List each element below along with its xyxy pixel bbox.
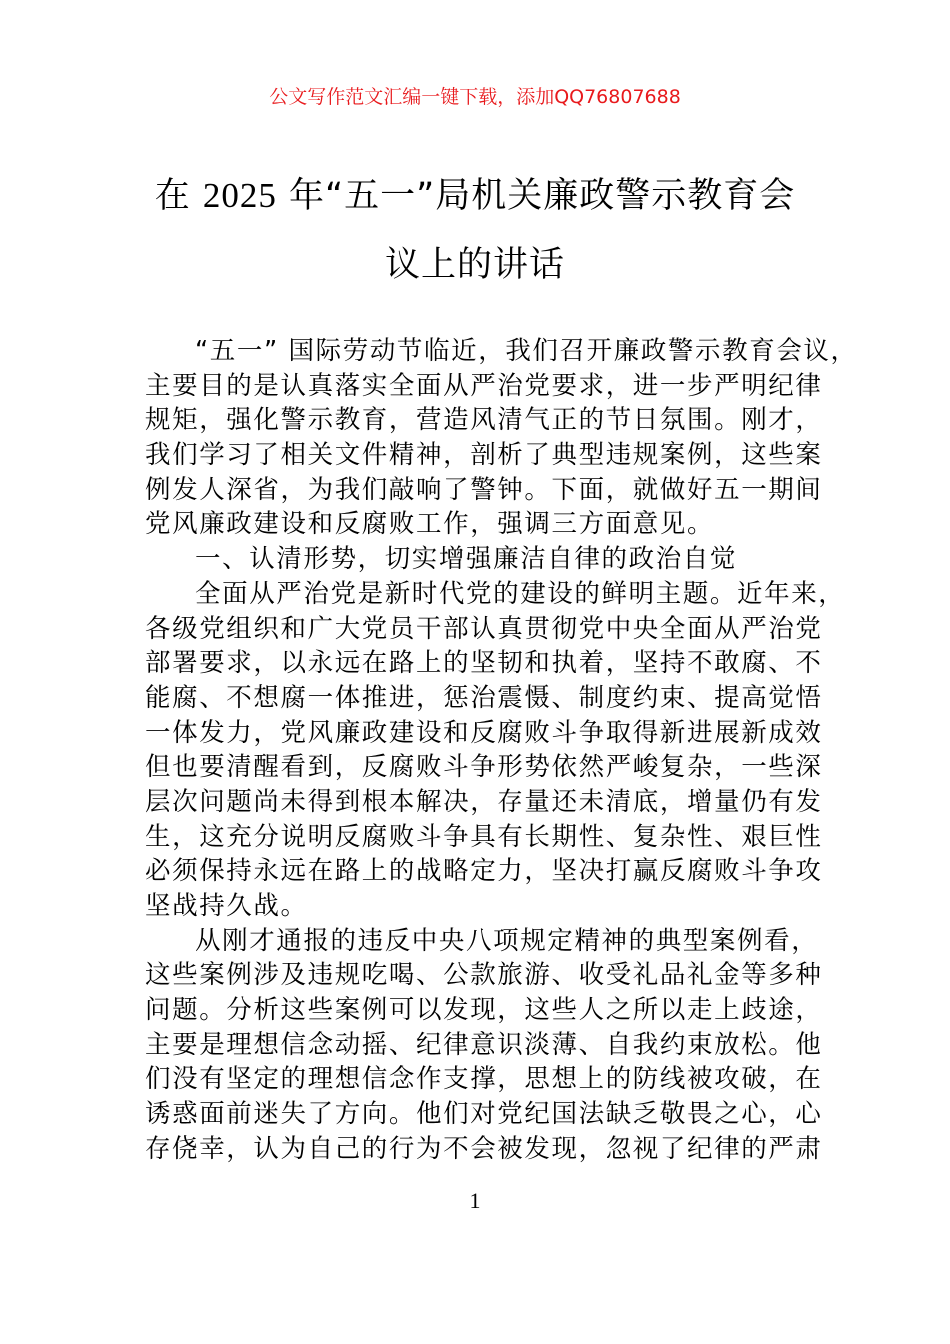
text-line: 诱惑面前迷失了方向。他们对党纪国法缺乏敬畏之心，心 (145, 1099, 823, 1130)
text-line: 部署要求，以永远在路上的坚韧和执着，坚持不敢腐、不 (145, 648, 823, 679)
text-line: 从刚才通报的违反中央八项规定精神的典型案例看， (195, 925, 819, 956)
section-heading (145, 542, 845, 577)
text-line: 们没有坚定的理想信念作支撑，思想上的防线被攻破，在 (145, 1064, 823, 1095)
title-prefix: 在 (154, 176, 191, 216)
text-line: 我们学习了相关文件精神，剖析了典型违规案例，这些案 (145, 440, 823, 471)
text-line: 例发人深省，为我们敲响了警钟。下面，就做好五一期间 (145, 474, 823, 505)
title-suffix: 年“五一”局机关廉政警示教育会 (289, 176, 796, 216)
text-line: 一、认清形势，切实增强廉洁自律的政治自觉 (195, 544, 738, 575)
document-title-line-1 (0, 174, 950, 218)
text-line: 层次问题尚未得到根本解决，存量还未清底，增量仍有发 (145, 786, 823, 817)
document-body (145, 334, 858, 1167)
title-year: 2025 (202, 176, 277, 215)
text-line: 全面从严治党是新时代党的建设的鲜明主题。近年来， (195, 578, 846, 609)
paragraph (145, 334, 858, 542)
text-line: “五一” 国际劳动节临近，我们召开廉政警示教育会议， (195, 336, 858, 366)
text-line: 问题。分析这些案例可以发现，这些人之所以走上歧途， (145, 995, 823, 1026)
text-line: 党风廉政建设和反腐败工作，强调三方面意见。 (145, 509, 715, 540)
document-title-line-2: 议上的讲话 (384, 245, 565, 285)
text-line: 一体发力，党风廉政建设和反腐败斗争取得新进展新成效 (145, 717, 823, 748)
text-line: 存侥幸，认为自己的行为不会被发现，忽视了纪律的严肃 (145, 1133, 823, 1164)
text-line: 必须保持永远在路上的战略定力，坚决打赢反腐败斗争攻 (145, 856, 823, 887)
text-line: 主要是理想信念动摇、纪律意识淡薄、自我约束放松。他 (145, 1029, 823, 1060)
paragraph (145, 924, 845, 1167)
text-line: 坚战持久战。 (145, 891, 308, 921)
text-line: 但也要清醒看到，反腐败斗争形势依然严峻复杂，一些深 (145, 752, 823, 783)
page-number: 1 (469, 1188, 481, 1213)
text-line: 各级党组织和广大党员干部认真贯彻党中央全面从严治党 (145, 613, 823, 644)
paragraph (145, 577, 845, 924)
download-banner: 公文写作范文汇编一键下载，添加QQ76807688 (269, 86, 681, 108)
text-line: 能腐、不想腐一体推进，惩治震慑、制度约束、提高觉悟 (145, 682, 823, 713)
text-line: 规矩，强化警示教育，营造风清气正的节日氛围。刚才， (145, 405, 823, 436)
text-line: 生，这充分说明反腐败斗争具有长期性、复杂性、艰巨性 (145, 821, 823, 852)
text-line: 这些案例涉及违规吃喝、公款旅游、收受礼品礼金等多种 (145, 960, 823, 991)
text-line: 主要目的是认真落实全面从严治党要求，进一步严明纪律 (145, 370, 823, 401)
